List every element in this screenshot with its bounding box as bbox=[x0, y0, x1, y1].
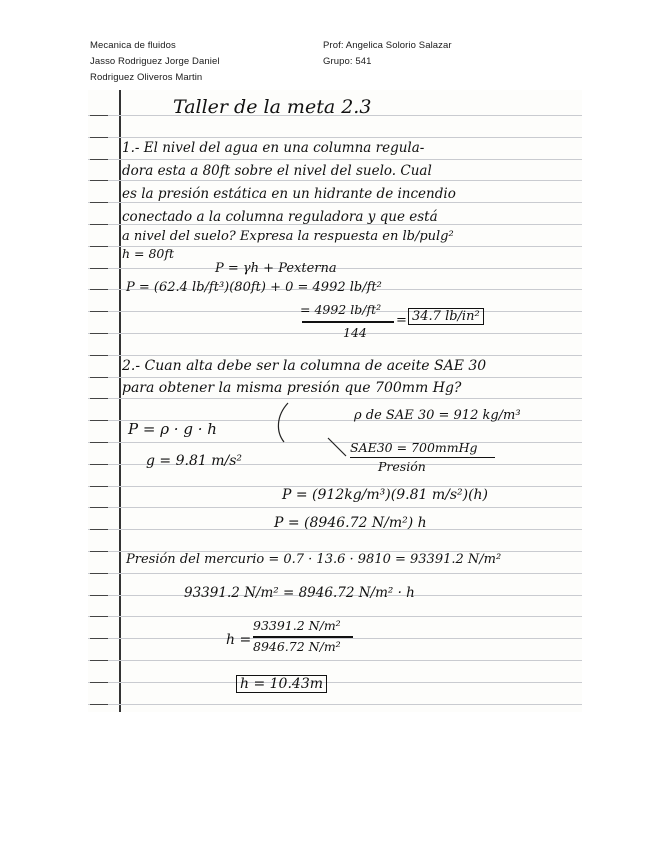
problem-2-gravity: g = 9.81 m/s² bbox=[146, 453, 243, 469]
ruled-line bbox=[88, 660, 582, 661]
ruled-line bbox=[88, 137, 582, 138]
ruled-line bbox=[88, 355, 582, 356]
problem-1-line-1: 1.- El nivel del agua en una columna regula- bbox=[122, 140, 425, 156]
margin-tick bbox=[90, 268, 108, 269]
problem-1-calc-2-denominator: 144 bbox=[343, 325, 367, 340]
problem-2-calc-1: P = (912kg/m³)(9.81 m/s²)(h) bbox=[282, 487, 489, 503]
margin-tick bbox=[90, 180, 108, 181]
problem-1-formula: P = γh + Pexterna bbox=[215, 261, 337, 276]
ruled-line bbox=[88, 333, 582, 334]
margin-tick bbox=[90, 159, 108, 160]
problem-2-formula: P = ρ · g · h bbox=[128, 420, 217, 438]
fraction-bar bbox=[302, 321, 394, 323]
problem-2-fraction-numerator: 93391.2 N/m² bbox=[253, 618, 341, 633]
group-number: Grupo: 541 bbox=[323, 56, 372, 67]
problem-2-equation: 93391.2 N/m² = 8946.72 N/m² · h bbox=[184, 585, 415, 601]
margin-tick bbox=[90, 660, 108, 661]
margin-tick bbox=[90, 311, 108, 312]
ruled-line bbox=[88, 377, 582, 378]
problem-1-answer: 34.7 lb/in² bbox=[408, 308, 484, 325]
margin-tick bbox=[90, 224, 108, 225]
margin-tick bbox=[90, 464, 108, 465]
margin-tick bbox=[90, 115, 108, 116]
student-name-1: Jasso Rodriguez Jorge Daniel bbox=[90, 56, 220, 67]
problem-1-line-5: a nivel del suelo? Expresa la respuesta en lb/pulg² bbox=[122, 229, 454, 244]
problem-2-condition-bottom: Presión bbox=[378, 459, 426, 474]
margin-tick bbox=[90, 355, 108, 356]
notebook-page bbox=[88, 90, 582, 712]
margin-tick bbox=[90, 507, 108, 508]
ruled-line bbox=[88, 180, 582, 181]
margin-tick bbox=[90, 442, 108, 443]
problem-1-given: h = 80ft bbox=[122, 246, 175, 261]
margin-tick bbox=[90, 289, 108, 290]
course-name: Mecanica de fluidos bbox=[90, 40, 176, 51]
margin-tick bbox=[90, 616, 108, 617]
problem-2-condition-top: SAE30 = 700mmHg bbox=[350, 440, 478, 455]
margin-tick bbox=[90, 137, 108, 138]
margin-tick bbox=[90, 486, 108, 487]
student-name-2: Rodriguez Oliveros Martin bbox=[90, 72, 203, 83]
margin-tick bbox=[90, 551, 108, 552]
h-fraction-bar bbox=[253, 636, 353, 638]
problem-2-answer: h = 10.43m bbox=[236, 675, 327, 693]
ruled-line bbox=[88, 682, 582, 683]
problem-2-density: ρ de SAE 30 = 912 kg/m³ bbox=[354, 408, 521, 423]
ruled-line bbox=[88, 159, 582, 160]
ruled-line bbox=[88, 202, 582, 203]
margin-tick bbox=[90, 682, 108, 683]
ruled-line bbox=[88, 573, 582, 574]
problem-1-calc-1: P = (62.4 lb/ft³)(80ft) + 0 = 4992 lb/ft² bbox=[126, 280, 382, 295]
margin-tick bbox=[90, 377, 108, 378]
problem-1-calc-2-numerator: = 4992 lb/ft² bbox=[300, 302, 382, 317]
margin-tick bbox=[90, 333, 108, 334]
margin-tick bbox=[90, 420, 108, 421]
problem-2-mercury-pressure: Presión del mercurio = 0.7 · 13.6 · 9810 = 93391.2 N/m² bbox=[126, 552, 502, 567]
problem-1-equals: = bbox=[396, 313, 407, 328]
margin-tick bbox=[90, 573, 108, 574]
margin-line bbox=[119, 90, 121, 712]
problem-2-line-1: 2.- Cuan alta debe ser la columna de aceite SAE 30 bbox=[122, 358, 487, 374]
margin-tick bbox=[90, 704, 108, 705]
problem-2-h-prefix: h = bbox=[226, 632, 252, 648]
margin-tick bbox=[90, 398, 108, 399]
margin-tick bbox=[90, 246, 108, 247]
problem-2-fraction-denominator: 8946.72 N/m² bbox=[253, 639, 341, 654]
bracket-arrow bbox=[268, 398, 348, 468]
professor-name: Prof: Angelica Solorio Salazar bbox=[323, 40, 452, 51]
worksheet-title: Taller de la meta 2.3 bbox=[173, 96, 372, 118]
problem-1-line-2: dora esta a 80ft sobre el nivel del suelo. Cual bbox=[122, 163, 432, 179]
margin-tick bbox=[90, 202, 108, 203]
margin-tick bbox=[90, 638, 108, 639]
problem-2-calc-2: P = (8946.72 N/m²) h bbox=[274, 515, 427, 531]
margin-tick bbox=[90, 529, 108, 530]
problem-1-line-3: es la presión estática en un hidrante de incendio bbox=[122, 186, 456, 202]
margin-tick bbox=[90, 595, 108, 596]
ruled-line bbox=[88, 704, 582, 705]
problem-1-line-4: conectado a la columna reguladora y que está bbox=[122, 209, 438, 225]
problem-2-line-2: para obtener la misma presión que 700mm Hg? bbox=[122, 380, 462, 396]
ruled-line bbox=[88, 616, 582, 617]
ruled-line bbox=[88, 507, 582, 508]
